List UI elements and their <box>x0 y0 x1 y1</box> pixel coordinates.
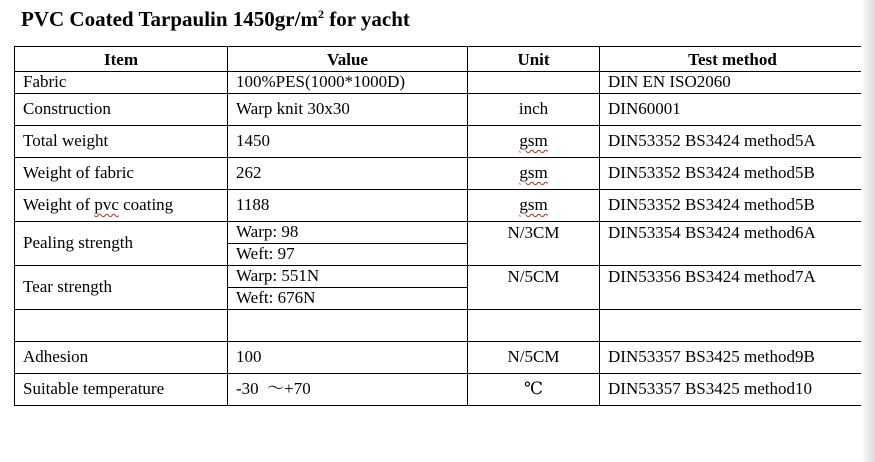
cell-unit: ℃ <box>468 374 600 406</box>
cell-unit: N/5CM <box>468 266 600 310</box>
cell-test-method: DIN53357 BS3425 method9B <box>600 342 866 374</box>
cell-unit: N/3CM <box>468 222 600 266</box>
table-row <box>15 126 866 158</box>
table-row <box>15 266 866 288</box>
cell-item: Construction <box>15 94 228 126</box>
header-value: Value <box>228 47 468 72</box>
cell-value: 262 <box>228 158 468 190</box>
cell-item: Tear strength <box>15 266 228 310</box>
cell-value: -30 ～+70 <box>228 374 468 406</box>
cell-item: Suitable temperature <box>15 374 228 406</box>
table-row-empty <box>15 310 866 342</box>
table-row <box>15 374 866 406</box>
cell-unit: gsm <box>468 158 600 190</box>
cell-test-method: DIN53352 BS3424 method5B <box>600 158 866 190</box>
cell-test-method: DIN53356 BS3424 method7A <box>600 266 866 310</box>
cell-value: 100 <box>228 342 468 374</box>
cell-unit: gsm <box>468 190 600 222</box>
header-test-method: Test method <box>600 47 866 72</box>
cell-test-method: DIN53352 BS3424 method5B <box>600 190 866 222</box>
table-row <box>15 190 866 222</box>
cell-value-warp: Warp: 551N <box>228 266 468 288</box>
table-row <box>15 94 866 126</box>
page-edge-shadow <box>861 0 875 462</box>
cell-test-method: DIN EN ISO2060 <box>600 72 866 94</box>
table-header-row <box>15 47 866 72</box>
header-item: Item <box>15 47 228 72</box>
header-unit: Unit <box>468 47 600 72</box>
cell-item: Total weight <box>15 126 228 158</box>
table-row <box>15 72 866 94</box>
cell-test-method: DIN53352 BS3424 method5A <box>600 126 866 158</box>
cell-value: 1450 <box>228 126 468 158</box>
cell-value: 100%PES(1000*1000D) <box>228 72 468 94</box>
cell-test-method: DIN60001 <box>600 94 866 126</box>
cell-unit: gsm <box>468 126 600 158</box>
cell-item: Adhesion <box>15 342 228 374</box>
cell-value-weft: Weft: 676N <box>228 288 468 310</box>
title-superscript: 2 <box>317 7 324 21</box>
table-row <box>15 158 866 190</box>
cell-test-method: DIN53354 BS3424 method6A <box>600 222 866 266</box>
cell-value: Warp knit 30x30 <box>228 94 468 126</box>
table-row <box>15 222 866 244</box>
cell-item: Weight of pvc coating <box>15 190 228 222</box>
cell-value-weft: Weft: 97 <box>228 244 468 266</box>
cell-test-method: DIN53357 BS3425 method10 <box>600 374 866 406</box>
cell-value: 1188 <box>228 190 468 222</box>
table-row <box>15 342 866 374</box>
cell-unit: N/5CM <box>468 342 600 374</box>
cell-item: Weight of fabric <box>15 158 228 190</box>
cell-item: Pealing strength <box>15 222 228 266</box>
cell-unit: inch <box>468 94 600 126</box>
document-title: PVC Coated Tarpaulin $1450gr/m^2$ for yacht <box>21 7 410 31</box>
cell-unit <box>468 72 600 94</box>
cell-value-warp: Warp: 98 <box>228 222 468 244</box>
spec-table <box>14 46 866 406</box>
cell-item: Fabric <box>15 72 228 94</box>
